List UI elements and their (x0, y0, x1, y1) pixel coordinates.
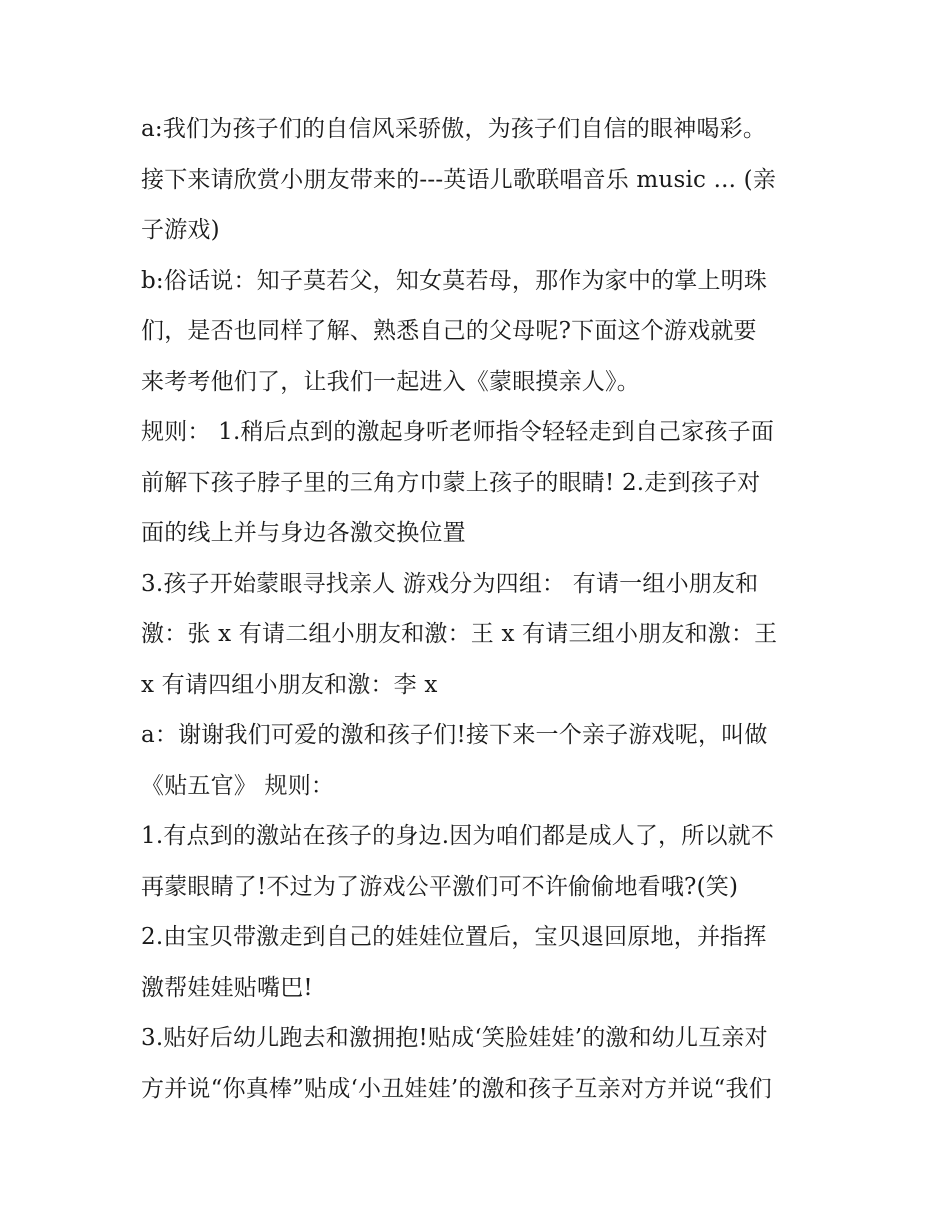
text-line: 接下来请欣赏小朋友带来的---英语儿歌联唱音乐 music ... (亲 (141, 166, 777, 193)
text-line: 激：张 x 有请二组小朋友和激：王 x 有请三组小朋友和激：王 (141, 621, 778, 647)
text-line: 方并说“你真棒”贴成‘小丑娃娃’的激和孩子互亲对方并说“我们 (141, 1075, 772, 1102)
text-line: 2.由宝贝带激走到自己的娃娃位置后，宝贝退回原地，并指挥 (141, 924, 767, 950)
text-line: 面的线上并与身边各激交换位置 (141, 520, 466, 546)
text-line: a:我们为孩子们的自信风采骄傲，为孩子们自信的眼神喝彩。 (141, 116, 767, 142)
text-line: 3.贴好后幼儿跑去和激拥抱!贴成‘笑脸娃娃’的激和幼儿互亲对 (141, 1025, 768, 1051)
text-line: 再蒙眼睛了!不过为了游戏公平激们可不许偷偷地看哦?(笑) (141, 873, 739, 900)
text-line: 们，是否也同样了解、熟悉自己的父母呢?下面这个游戏就要 (141, 318, 757, 344)
text-line: b:俗话说：知子莫若父，知女莫若母，那作为家中的掌上明珠 (141, 267, 768, 294)
text-line: 1.有点到的激站在孩子的身边.因为咱们都是成人了，所以就不 (141, 823, 775, 849)
text-line: 来考考他们了，让我们一起进入《蒙眼摸亲人》。 (141, 368, 640, 395)
text-line: 规则： 1.稍后点到的激起身听老师指令轻轻走到自己家孩子面 (141, 419, 775, 445)
text-line: 激帮娃娃贴嘴巴! (141, 974, 313, 1001)
text-line: 3.孩子开始蒙眼寻找亲人 游戏分为四组： 有请一组小朋友和 (141, 570, 759, 597)
text-line: a：谢谢我们可爱的激和孩子们!接下来一个亲子游戏呢，叫做 (141, 722, 768, 748)
text-line: 子游戏) (141, 217, 220, 243)
text-line: 前解下孩子脖子里的三角方巾蒙上孩子的眼睛! 2.走到孩子对 (141, 469, 761, 496)
text-line: x 有请四组小朋友和激：李 x (141, 671, 438, 698)
document-body (141, 104, 810, 1114)
text-line: 《贴五官》 规则： (141, 772, 335, 799)
